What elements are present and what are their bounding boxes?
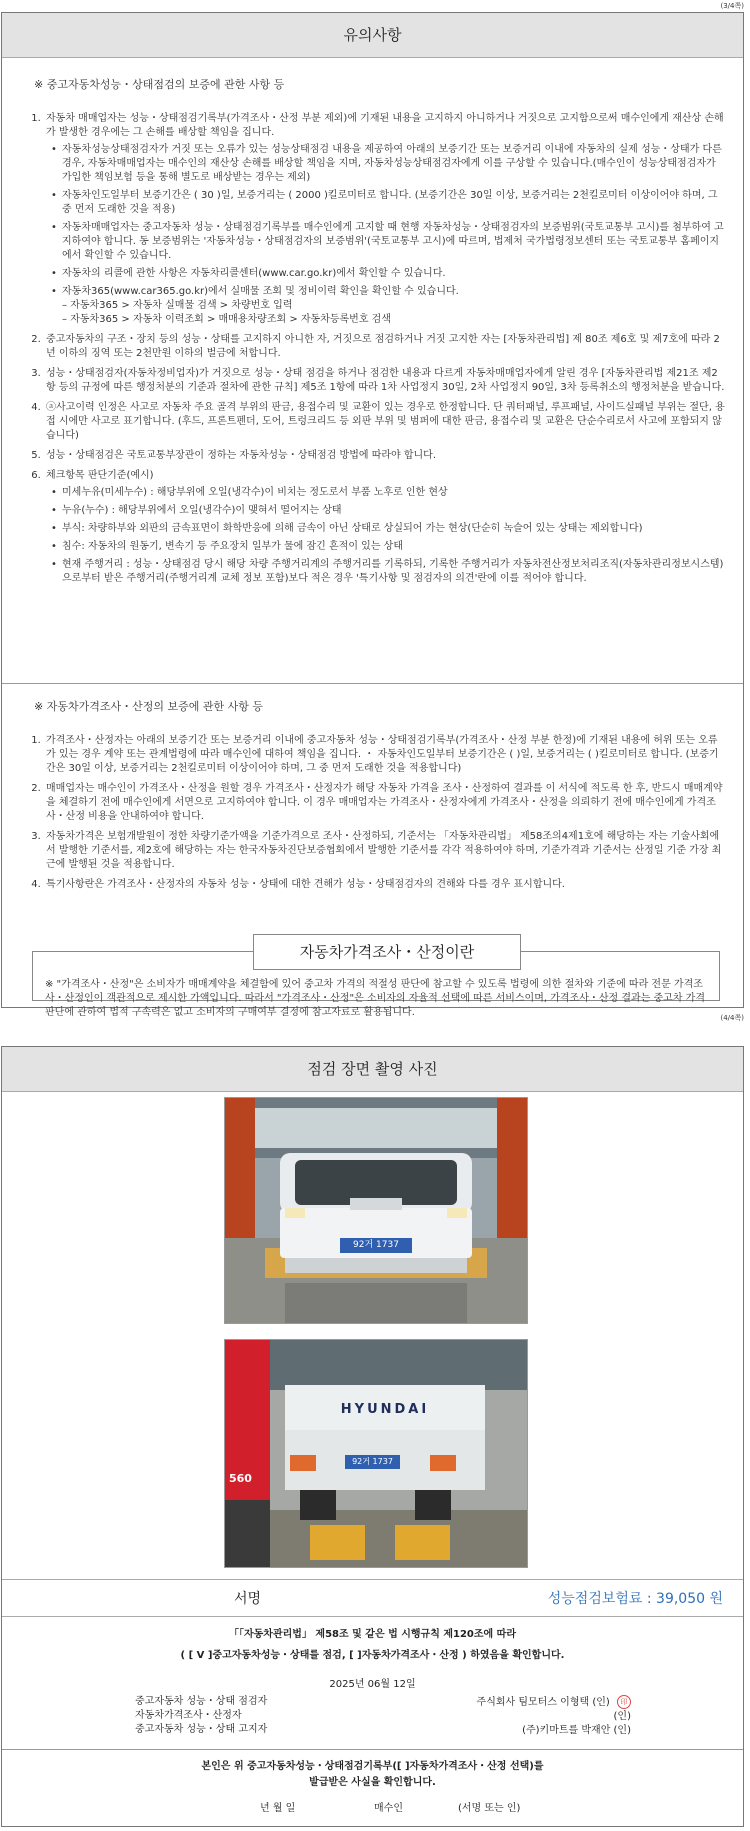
note-item-2: 2. 중고자동차의 구조・장치 등의 성능・상태를 고지하지 아니한 자, 거짓으로 점검하거나 거짓 고지한 자는 [자동차관리법] 제 80조 제6호 및 제7호에 따라 2년 이하의 징역 또는 2천만원 이하의 벌금에 처합니다. [44, 333, 727, 361]
car365-sub1: – 자동차365 > 자동차 실매물 검색 > 차량번호 입력 [62, 300, 293, 311]
note-item-1 [44, 112, 727, 327]
note-item-6 [44, 469, 727, 586]
price-notes-list [22, 734, 727, 892]
car365-text: • 자동차365(www.car365.go.kr)에서 실매물 조회 및 정비이력 확인을 확인할 수 있습니다. [62, 286, 459, 297]
price-definition-text: ※ "가격조사・산정"은 소비자가 매매계약을 체결함에 있어 중고차 가격의 적절성 판단에 참고할 수 있도록 법령에 의한 절차와 기준에 따라 전문 가격조사・산정인이 객관적으로 제시한 가액입니다. 따라서 "가격조사・산정"은 소비자의 자율적 선택에 따른 서비스이며, 가격조사・산정 결과는 중고차 가격판단에 관하여 법적 구속력은 없고 소비자의 구매여부 결정에 참고자료로 활용됩니다. [45, 979, 705, 1018]
buyer-label: 매수인 [374, 1803, 403, 1814]
role-inspector: 중고자동차 성능・상태 점검자 [135, 1696, 268, 1707]
bullet-item [62, 285, 727, 327]
photo-panel [1, 1046, 744, 1827]
bullet-item: • 침수: 자동차의 원동기, 변속기 등 주요장치 일부가 물에 잠긴 흔적이 있는 상태 [62, 540, 727, 554]
front-license-plate: 92거 1737 [353, 1240, 399, 1250]
car365-sub2: – 자동차365 > 자동차 이력조회 > 매매용차량조회 > 자동차등록번호 검색 [62, 314, 391, 325]
front-inspection-photo [224, 1097, 528, 1324]
inspection-fee: 성능점검보험료 : 39,050 원 [547, 1591, 723, 1607]
signer-name-notifier: (주)키마트를 박재안 (인) [522, 1725, 631, 1736]
signature-fee-row [2, 1579, 743, 1617]
section2-heading: ※ 자동차가격조사・산정의 보증에 관한 사항 등 [34, 700, 263, 713]
signature-label: 서명 [234, 1591, 262, 1607]
certification-block [2, 1619, 743, 1814]
bullet-item: • 미세누유(미세누수) : 해당부위에 오일(냉각수)이 비치는 정도로서 부품 노후로 인한 현상 [62, 486, 727, 500]
sign-date: 2025년 06월 12일 [329, 1679, 416, 1690]
rear-truck-illustration [225, 1340, 527, 1567]
receipt-line-2: 발급받은 사실을 확인합니다. [309, 1777, 436, 1788]
price-item: 4. 특기사항란은 가격조사・산정자의 자동차 성능・상태에 대한 견해가 성능・상태점검자의 견해와 다를 경우 표시합니다. [44, 878, 727, 892]
notice-title: 유의사항 [2, 13, 743, 58]
receipt-divider [2, 1749, 743, 1750]
price-definition-title: 자동차가격조사・산정이란 [253, 934, 521, 970]
note-item-1-text: 자동차 매매업자는 성능・상태점검기록부(가격조사・산정 부분 제외)에 기재된 내용을 고지하지 아니하거나 거짓으로 고지함으로써 매수인에게 재산상 손해가 발생한 경우에는 그 손해를 배상할 책임을 집니다. [46, 113, 724, 138]
note-item-6-text: 체크항목 판단기준(예시) [46, 470, 154, 481]
bullet-item: • 누유(누수) : 해당부위에서 오일(냉각수)이 맺혀서 떨어지는 상태 [62, 504, 727, 518]
bullet-item: • 현재 주행거리 : 성능・상태점검 당시 해당 차량 주행거리계의 주행거리를 기록하되, 기록한 주행거리가 자동차전산정보처리조직(자동차관리정보시스템)으로부터 받은 주행거리(주행거리계 교체 정보 포함)보다 적은 경우 '특기사항 및 점검자의 의견'란에 이를 적어야 합니다. [62, 558, 727, 586]
front-truck-illustration [225, 1098, 527, 1323]
buyer-signature-field: (서명 또는 인) [458, 1803, 521, 1814]
note-item-5: 5. 성능・상태점검은 국토교통부장관이 정하는 자동차성능・상태점검 방법에 따라야 합니다. [44, 449, 727, 463]
section-divider [2, 683, 743, 684]
buyer-date-blank: 년 월 일 [260, 1803, 296, 1814]
price-item: 1. 가격조사・산정자는 아래의 보증기간 또는 보증거리 이내에 중고자동차 성능・상태점검기록부(가격조사・산정 부분 한정)에 기재된 내용에 허위 또는 오류가 있는 경우 계약 또는 관계법령에 따라 매수인에 대하여 책임을 집니다. ・ 자동차인도일부터 보증기간은 ( )일, 보증거리는 ( )킬로미터로 합니다. (보증기간은 30일 이상, 보증거리는 2천킬로미터 이상이어야 하며, 그 중 먼저 도래한 것을 적용합니다) [44, 734, 727, 776]
performance-warranty-section [2, 58, 743, 586]
bullet-item: • 자동차성능상태점검자가 거짓 또는 오류가 있는 성능상태점검 내용을 제공하여 아래의 보증기간 또는 보증거리 이내에 자동차의 실제 성능・상태가 다른 경우, 자동차매매업자는 매수인의 재산상 손해를 배상할 책임을 지며, 자동차성능상태점검자에게 이를 구상할 수 있습니다.(매수인이 성능상태점검자가 가입한 책임보험 등을 통해 별도로 배상받는 경우는 제외) [62, 143, 727, 185]
left-sign-text: 560 [229, 1472, 252, 1485]
rear-inspection-photo [224, 1339, 528, 1568]
photo-section-title: 점검 장면 촬영 사진 [2, 1047, 743, 1092]
bullet-item: • 자동차매매업자는 중고자동차 성능・상태점검기록부를 매수인에게 고지할 때 현행 자동차성능・상태점검자의 보증범위(국토교통부 고시)를 첨부하여 고지하여야 합니다. 동 보증범위는 '자동차성능・상태점검자의 보증범위'(국토교통부 고시)에 따르며, 법제처 국가법령정보센터 또는 국토교통부 홈페이지에서 확인할 수 있습니다. [62, 221, 727, 263]
bullet-item: • 자동차인도일부터 보증기간은 ( 30 )일, 보증거리는 ( 2000 )킬로미터로 합니다. (보증기간은 30일 이상, 보증거리는 2천킬로미터 이상이어야 하며, 그 중 먼저 도래한 것을 적용) [62, 189, 727, 217]
price-warranty-section [22, 698, 727, 898]
signer-roles [135, 1695, 267, 1737]
rear-license-plate: 92거 1737 [352, 1457, 393, 1466]
role-price-assessor: 자동차가격조사・산정자 [135, 1710, 242, 1721]
note-item-4: 4. ⓐ사고이력 인정은 사고로 자동차 주요 골격 부위의 판금, 용접수리 및 교환이 있는 경우로 한정합니다. 단 쿼터패널, 루프패널, 사이드실패널 부위는 절단, 용접 시에만 사고로 표기합니다. (후드, 프론트펜더, 도어, 트렁크리드 등 외판 부위 및 범퍼에 대한 판금, 용접수리 및 교환은 단순수리로서 사고에 포함되지 않습니다) [44, 401, 727, 443]
price-item: 2. 매매업자는 매수인이 가격조사・산정을 원할 경우 가격조사・산정자가 해당 자동차 가격을 조사・산정하여 결과를 이 서식에 적도록 한 후, 반드시 매매계약을 체결하기 전에 매수인에게 서면으로 고지하여야 합니다. 이 경우 매매업자는 가격조사・산정자에게 가격조사・산정을 의뢰하기 전에 매수인에게 가격조사・산정 비용을 안내하여야 합니다. [44, 782, 727, 824]
role-notifier: 중고자동차 성능・상태 고지자 [135, 1724, 268, 1735]
rear-brand-text: HYUNDAI [340, 1402, 430, 1417]
section1-heading: ※ 중고자동차성능・상태점검의 보증에 관한 사항 등 [34, 78, 285, 91]
page-number-bottom: (4/4쪽) [720, 1014, 744, 1022]
inspector-seal: (인) [592, 1697, 610, 1708]
signer-name-inspector [477, 1695, 631, 1710]
price-item: 3. 자동차가격은 보험개발원이 정한 차량기준가액을 기준가격으로 조사・산정하되, 기준서는 「자동차관리법」 제58조의4제1호에 해당하는 자는 기술사회에서 발행한 기준서를, 제2호에 해당하는 자는 한국자동차진단보증협회에서 발행한 기준서를 각각 적용하여야 하며, 기준가격과 기준서는 산정일 기준 가장 최근에 발행된 것을 적용합니다. [44, 830, 727, 872]
law-line-2: ( [ V ]중고자동차성능・상태를 점검, [ ]자동차가격조사・산정 ) 하였음을 확인합니다. [180, 1650, 565, 1661]
bullet-item: • 자동차의 리콜에 관한 사항은 자동차리콜센터(www.car.go.kr)에서 확인할 수 있습니다. [62, 267, 727, 281]
bullet-item: • 부식: 차량하부와 외판의 금속표면이 화학반응에 의해 금속이 아닌 상태로 상실되어 가는 현상(단순히 녹슬어 있는 상태는 제외합니다) [62, 522, 727, 536]
page-number-top: (3/4쪽) [720, 2, 744, 10]
receipt-line-1: 본인은 위 중고자동차성능・상태점검기록부([ ]자동차가격조사・산정 선택)를 [201, 1761, 544, 1772]
red-seal-stamp: 印 [617, 1695, 631, 1709]
signer-name-assessor: (인) [613, 1711, 631, 1722]
inspector-name: 주식회사 팀모터스 이형택 [476, 1697, 590, 1708]
note-item-3: 3. 성능・상태점검자(자동차정비업자)가 거짓으로 성능・상태 점검을 하거나 점검한 내용과 다르게 자동차매매업자에게 알린 경우 [자동차관리법 제21조 제2항 등의 규정에 따른 행정처분의 기준과 절차에 관한 규칙] 제5조 1항에 따라 1차 사업정지 30일, 2차 사업정지 90일, 3차 등록취소의 행정처분을 받습니다. [44, 367, 727, 395]
note-item-6-bullets [46, 486, 727, 586]
note-item-1-bullets [46, 143, 727, 327]
signer-names [477, 1695, 631, 1738]
price-definition-box [32, 943, 720, 1018]
law-line-1: 「「자동차관리법」 제58조 및 같은 법 시행규칙 제120조에 따라 [228, 1629, 517, 1640]
receipt-statement [2, 1759, 743, 1791]
performance-notes-list [22, 112, 727, 586]
